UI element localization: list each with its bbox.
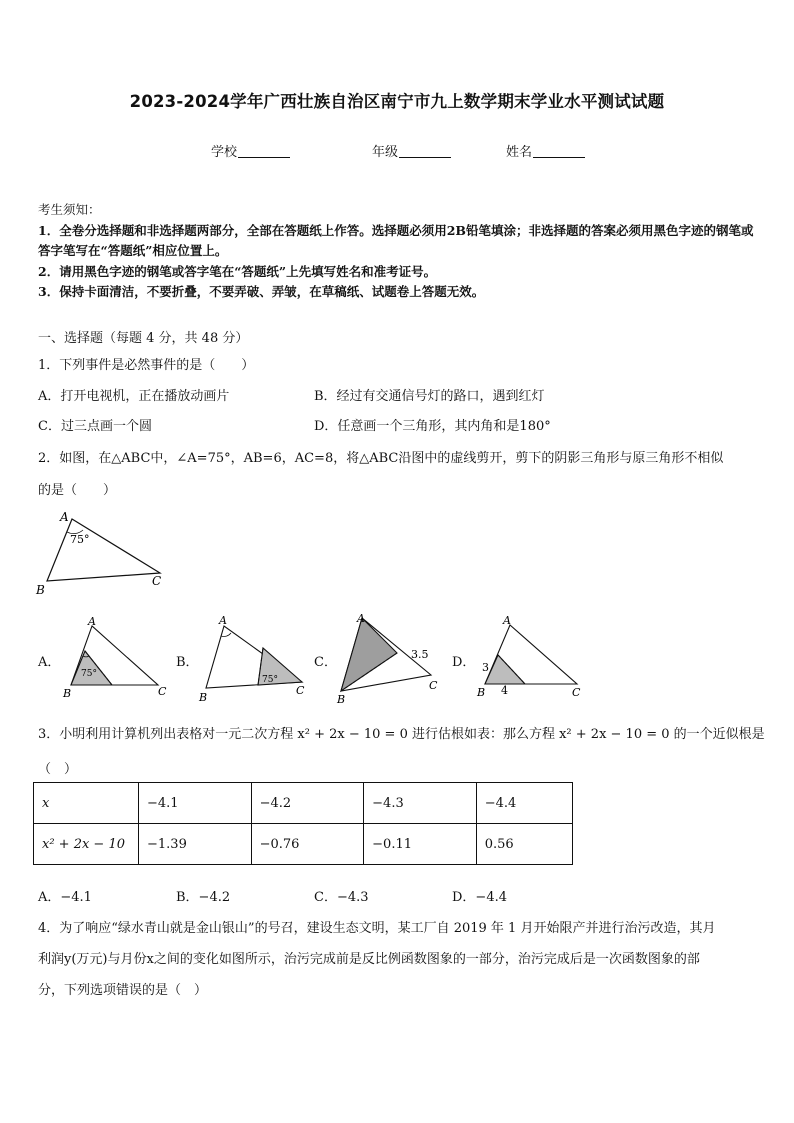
exam-notice: [38, 200, 760, 303]
page-title: 2023-2024学年广西壮族自治区南宁市九上数学期末学业水平测试试题: [129, 92, 665, 111]
q3-option-c: C．−4.3: [314, 890, 369, 905]
q2-main-triangle: [30, 505, 170, 600]
table-cell: −0.76: [251, 824, 364, 865]
school-field: 学校: [211, 141, 290, 160]
q1-option-d: D．任意画一个三角形，其内角和是180°: [314, 419, 551, 434]
label-c: C: [152, 574, 162, 588]
label-a: A: [60, 510, 69, 524]
q2-stem-line2: 的是（ ）: [38, 483, 117, 498]
section-heading: 一、选择题（每题 4 分，共 48 分）: [38, 331, 249, 346]
q2-option-b-letter: B．: [176, 655, 199, 670]
length-label-4: 4: [501, 684, 508, 697]
table-cell: x: [34, 783, 139, 824]
q3-stem-line2: （ ）: [38, 762, 78, 777]
angle-label: 75°: [70, 533, 90, 546]
q4-stem-line3: 分，下列选项错误的是（ ）: [38, 983, 208, 998]
label-a: A: [503, 614, 511, 627]
label-a: A: [88, 615, 96, 628]
table-cell: −4.3: [364, 783, 477, 824]
table-cell: −0.11: [364, 824, 477, 865]
q2-option-a-letter: A．: [38, 655, 61, 670]
q3-option-b: B．−4.2: [176, 890, 231, 905]
label-a: A: [357, 612, 365, 625]
notice-item-2: 2．请用黑色字迹的钢笔或答字笔在“答题纸”上先填写姓名和准考证号。: [38, 263, 437, 279]
q1-option-c: C．过三点画一个圆: [38, 419, 152, 434]
q2-option-b-figure: [196, 612, 316, 707]
label-a: A: [219, 614, 227, 627]
q2-option-c-letter: C．: [314, 655, 337, 670]
q2-stem-line1: 2．如图，在△ABC中，∠A=75°，AB=6，AC=8，将△ABC沿图中的虚线剪开，剪下的阴影三角形与原三角形不相似: [38, 451, 724, 466]
table-cell: −4.2: [251, 783, 364, 824]
length-label: 3.5: [411, 648, 429, 661]
name-field: 姓名: [506, 141, 585, 160]
label-c: C: [296, 684, 305, 697]
notice-item-3: 3．保持卡面清洁，不要折叠，不要弄破、弄皱，在草稿纸、试题卷上答题无效。: [38, 284, 485, 299]
q1-option-b: B．经过有交通信号灯的路口，遇到红灯: [314, 389, 545, 404]
q3-option-d: D．−4.4: [452, 890, 507, 905]
table-cell: x² + 2x − 10: [34, 824, 139, 865]
table-cell: 0.56: [476, 824, 572, 865]
q1-option-a: A．打开电视机，正在播放动画片: [38, 389, 230, 404]
q3-stem-line1: 3．小明利用计算机列出表格对一元二次方程 x² + 2x − 10 = 0 进行估根如表：那么方程 x² + 2x − 10 = 0 的一个近似根是: [38, 727, 765, 742]
length-label-3: 3: [482, 661, 489, 674]
q2-option-d-letter: D．: [452, 655, 476, 670]
notice-item-1: 1．全卷分选择题和非选择题两部分，全部在答题纸上作答。选择题必须用2B铅笔填涂；非选择题的答案必须用黑色字迹的钢笔或答字笔写在“答题纸”相应位置上。: [38, 222, 754, 258]
q2-option-c-figure: [335, 606, 450, 706]
q3-table: [33, 782, 573, 865]
q3-option-a: A．−4.1: [38, 890, 92, 905]
table-row: [34, 824, 573, 865]
label-c: C: [572, 686, 581, 699]
q2-option-a-figure: [58, 612, 173, 702]
grade-field: 年级: [372, 141, 451, 160]
table-cell: −1.39: [139, 824, 252, 865]
q2-option-d-figure: [472, 610, 592, 702]
label-b: B: [477, 686, 486, 699]
label-b: B: [337, 693, 346, 706]
table-row: [34, 783, 573, 824]
table-cell: −4.4: [476, 783, 572, 824]
angle-label: 75°: [81, 669, 97, 679]
notice-heading: 考生须知：: [38, 202, 101, 217]
label-c: C: [429, 679, 438, 692]
q4-stem-line2: 利润y(万元)与月份x之间的变化如图所示，治污完成前是反比例函数图象的一部分，治污完成后是一次函数图象的部: [38, 952, 700, 967]
label-b: B: [36, 583, 45, 597]
q1-stem: 1．下列事件是必然事件的是（ ）: [38, 358, 255, 373]
angle-label: 75°: [262, 675, 278, 685]
table-cell: −4.1: [139, 783, 252, 824]
label-c: C: [158, 685, 167, 698]
label-b: B: [199, 691, 208, 704]
label-b: B: [63, 687, 72, 700]
q4-stem-line1: 4．为了响应“绿水青山就是金山银山”的号召，建设生态文明，某工厂自 2019 年 1 月开始限产并进行治污改造，其月: [38, 921, 716, 936]
